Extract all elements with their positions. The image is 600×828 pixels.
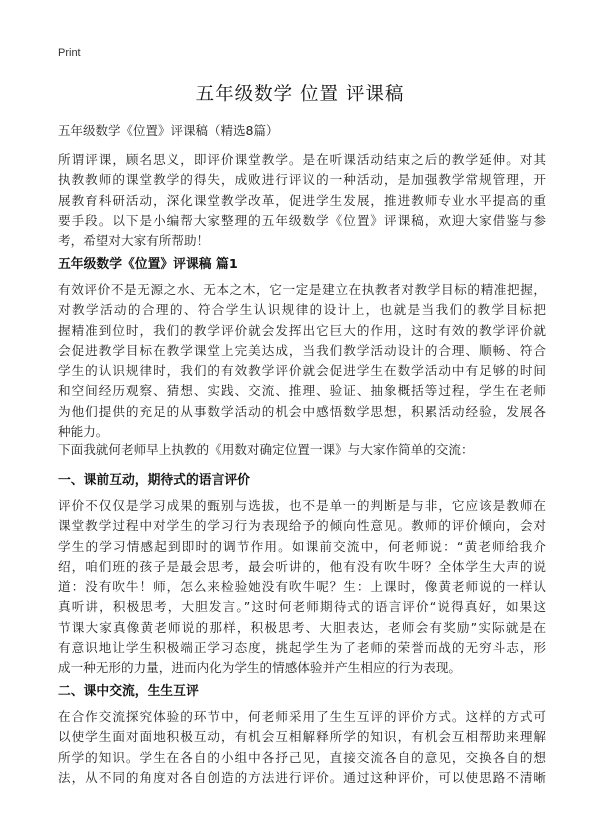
subheading-pre-class: 一、课前互动，期待式的语言评价 (58, 473, 250, 488)
page-title: 五年级数学 位置 评课稿 (195, 84, 405, 105)
transition-paragraph (58, 440, 546, 460)
text-line: 所学的知识。学生在各自的小组中各抒己见，直接交流各自的意见，交换各自的想 (58, 749, 546, 765)
text-line: 节课大家真像黄老师说的那样，积极思考、大胆表达，老师会有奖励”实际就是在 (58, 619, 546, 635)
print-label: Print (58, 47, 81, 59)
text-line: 会促进教学目标在教学课堂上完美达成，当我们教学活动设计的合理、顺畅、符合 (58, 342, 546, 358)
text-line: 学生的学习情感起到即时的调节作用。如课前交流中，何老师说：“黄老师给我介 (58, 538, 546, 554)
text-line: 所谓评课，顾名思义，即评价课堂教学。是在听课活动结束之后的教学延伸。对其 (58, 152, 546, 167)
text-line: 种能力。 (58, 424, 109, 440)
text-line: 考，希望对大家有所帮助！ (58, 233, 210, 249)
text-line: 执教教师的课堂教学的得失，成败进行评议的一种活动，是加强教学常规管理，开 (58, 172, 546, 188)
text-line: 下面我就何老师早上执教的《用数对确定位置一课》与大家作简单的交流： (58, 442, 474, 457)
intro-paragraph (58, 150, 546, 251)
section2-paragraph (58, 496, 546, 679)
text-line: 法，从不同的角度对各自创造的方法进行评价。通过这种评价，可以使思路不清晰 (58, 769, 546, 785)
text-line: 真听讲，积极思考，大胆发言。”这时何老师期待式的语言评价“说得真好，如果这 (58, 599, 546, 615)
section1-paragraph (58, 280, 546, 442)
text-line: 为他们提供的充足的从事数学活动的机会中感悟数学思想，积累活动经验，发展各 (58, 403, 546, 419)
document-subtitle: 五年级数学《位置》评课稿（精选8篇） (58, 123, 279, 138)
text-line: 成一种无形的力量，进而内化为学生的情感体验并产生相应的行为表现。 (58, 660, 461, 676)
text-line: 道：没有吹牛！师，怎么来检验她没有吹牛呢？生：上课时，像黄老师说的一样认 (58, 579, 546, 595)
text-line: 和空间经历观察、猜想、实践、交流、推理、验证、抽象概括等过程，学生在老师 (58, 383, 546, 399)
text-line: 对教学活动的合理的、符合学生认识规律的设计上，也就是当我们的教学目标把 (58, 302, 546, 318)
text-line: 学生的认识规律时，我们的有效教学评价就会促进学生在数学活动中有足够的时间 (58, 363, 546, 379)
text-line: 评价不仅仅是学习成果的甄别与选拔，也不是单一的判断是与非，它应该是教师在 (58, 498, 546, 513)
text-line: 要手段。以下是小编帮大家整理的五年级数学《位置》评课稿，欢迎大家借鉴与参 (58, 212, 546, 228)
text-line: 在合作交流探究体验的环节中，何老师采用了生生互评的评价方式。这样的方式可 (58, 709, 546, 724)
text-line: 以使学生面对面地积极互动，有机会互相解释所学的知识，有机会互相帮助来理解 (58, 729, 546, 745)
subheading-in-class: 二、课中交流，生生互评 (58, 684, 199, 699)
text-line: 绍，咱们班的孩子是最会思考，最会听讲的，他有没有吹牛呀？全体学生大声的说 (58, 558, 546, 574)
text-line: 课堂教学过程中对学生的学习行为表现给予的倾向性意见。教师的评价倾向，会对 (58, 518, 546, 534)
section-heading: 五年级数学《位置》评课稿 篇1 (58, 257, 238, 272)
text-line: 握精准到位时，我们的教学评价就会发挥出它巨大的作用，这时有效的教学评价就 (58, 322, 546, 338)
text-line: 有效评价不是无源之水、无本之木，它一定是建立在执教者对教学目标的精准把握， (58, 282, 546, 297)
text-line: 有意识地让学生积极端正学习态度，挑起学生为了老师的荣誉而战的无穷斗志，形 (58, 640, 546, 656)
section3-paragraph (58, 707, 546, 788)
text-line: 展教育科研活动，深化课堂教学改革，促进学生发展，推进教师专业水平提高的重 (58, 192, 546, 208)
